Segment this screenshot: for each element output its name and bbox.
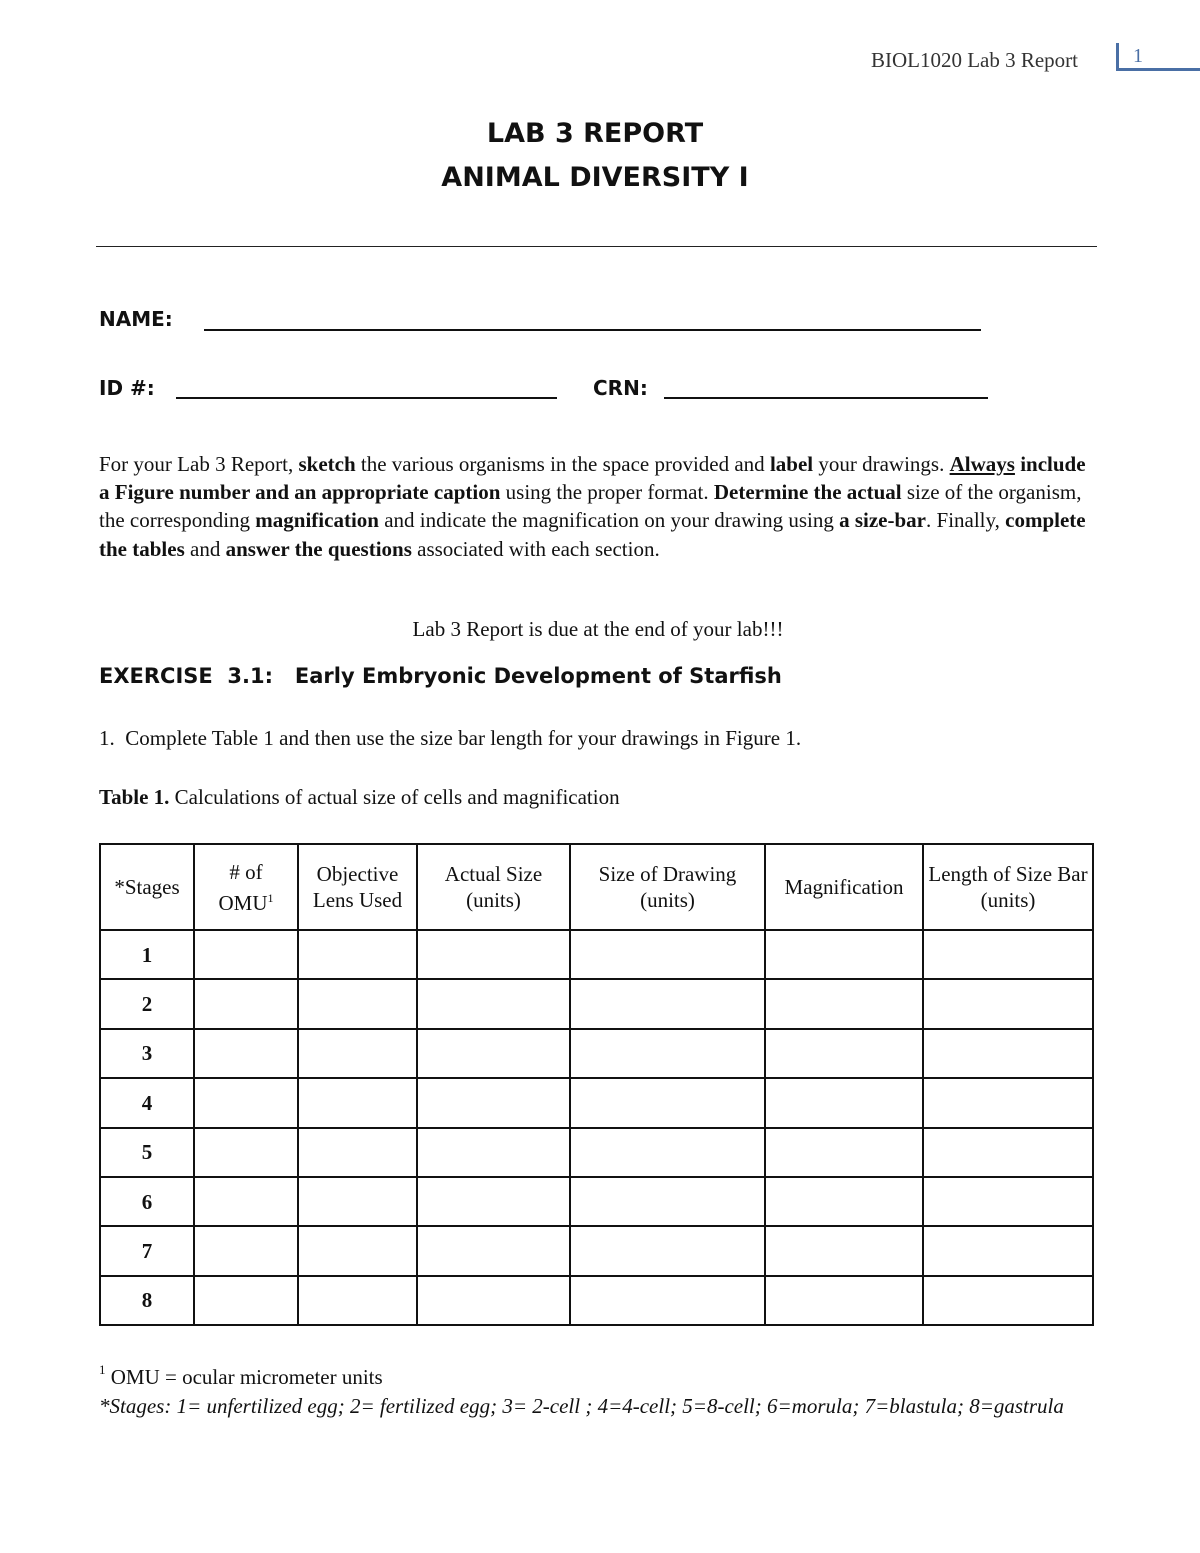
header-magnification: Magnification bbox=[765, 844, 923, 930]
due-notice: Lab 3 Report is due at the end of your lab!!! bbox=[412, 617, 784, 641]
table-row bbox=[100, 1078, 1093, 1127]
header-stages: *Stages bbox=[100, 844, 194, 930]
omu-cell[interactable] bbox=[194, 1276, 298, 1325]
objective-cell[interactable] bbox=[298, 1078, 417, 1127]
actual-size-cell[interactable] bbox=[417, 1226, 570, 1275]
page-number: 1 bbox=[1116, 43, 1200, 71]
instruction-segment: sketch bbox=[298, 452, 356, 476]
instruction-segment: complete the tables bbox=[99, 508, 1086, 561]
stage-number-cell: 8 bbox=[100, 1276, 194, 1325]
omu-footnote bbox=[99, 1364, 383, 1390]
objective-cell[interactable] bbox=[298, 930, 417, 979]
id-field[interactable] bbox=[176, 397, 557, 399]
drawing-size-cell[interactable] bbox=[570, 1226, 765, 1275]
actual-size-cell[interactable] bbox=[417, 1128, 570, 1177]
instruction-segment: . Finally, bbox=[926, 508, 1006, 533]
table-row bbox=[100, 1226, 1093, 1275]
magnification-cell[interactable] bbox=[765, 930, 923, 979]
instruction-segment: Determine the actual bbox=[713, 480, 902, 505]
footnote-marker: 1 bbox=[99, 1362, 106, 1377]
magnification-cell[interactable] bbox=[765, 1128, 923, 1177]
crn-label: CRN: bbox=[593, 376, 648, 400]
table-row bbox=[100, 1128, 1093, 1177]
instruction-segment: associated with each section. bbox=[411, 536, 660, 561]
instruction-segment: label bbox=[769, 452, 814, 476]
calculation-table bbox=[99, 843, 1094, 1326]
size-bar-cell[interactable] bbox=[923, 1226, 1093, 1275]
actual-size-cell[interactable] bbox=[417, 1029, 570, 1078]
omu-cell[interactable] bbox=[194, 1128, 298, 1177]
objective-cell[interactable] bbox=[298, 1177, 417, 1226]
omu-cell[interactable] bbox=[194, 979, 298, 1028]
report-subtitle: ANIMAL DIVERSITY I bbox=[441, 162, 749, 193]
table-row bbox=[100, 1177, 1093, 1226]
magnification-cell[interactable] bbox=[765, 1078, 923, 1127]
instruction-segment: Always bbox=[949, 452, 1015, 476]
instruction-segment: answer the questions bbox=[225, 536, 412, 561]
instruction-segment: your drawings. bbox=[813, 452, 950, 476]
magnification-cell[interactable] bbox=[765, 979, 923, 1028]
instruction-segment: include a Figure number and an appropriate caption bbox=[99, 452, 1086, 505]
actual-size-cell[interactable] bbox=[417, 979, 570, 1028]
drawing-size-cell[interactable] bbox=[570, 1029, 765, 1078]
instruction-segment: a size-bar bbox=[839, 508, 927, 533]
size-bar-cell[interactable] bbox=[923, 979, 1093, 1028]
omu-cell[interactable] bbox=[194, 1029, 298, 1078]
table-row bbox=[100, 1276, 1093, 1325]
drawing-size-cell[interactable] bbox=[570, 979, 765, 1028]
instruction-segment: the various organisms in the space provided and bbox=[355, 452, 770, 476]
size-bar-cell[interactable] bbox=[923, 1276, 1093, 1325]
header-drawing-size: Size of Drawing (units) bbox=[570, 844, 765, 930]
report-title: LAB 3 REPORT bbox=[486, 118, 704, 149]
drawing-size-cell[interactable] bbox=[570, 930, 765, 979]
stage-number-cell: 3 bbox=[100, 1029, 194, 1078]
header-actual-size: Actual Size (units) bbox=[417, 844, 570, 930]
instruction-segment: and bbox=[184, 536, 226, 561]
size-bar-cell[interactable] bbox=[923, 930, 1093, 979]
actual-size-cell[interactable] bbox=[417, 930, 570, 979]
stage-number-cell: 4 bbox=[100, 1078, 194, 1127]
magnification-cell[interactable] bbox=[765, 1276, 923, 1325]
title-divider bbox=[96, 246, 1097, 247]
omu-cell[interactable] bbox=[194, 1226, 298, 1275]
drawing-size-cell[interactable] bbox=[570, 1128, 765, 1177]
actual-size-cell[interactable] bbox=[417, 1276, 570, 1325]
header-size-bar: Length of Size Bar (units) bbox=[923, 844, 1093, 930]
table-caption bbox=[99, 785, 620, 810]
header-omu-line1: # of bbox=[229, 859, 263, 884]
size-bar-cell[interactable] bbox=[923, 1029, 1093, 1078]
objective-cell[interactable] bbox=[298, 1029, 417, 1078]
table-row bbox=[100, 930, 1093, 979]
table-caption-text: Calculations of actual size of cells and magnification bbox=[174, 785, 620, 809]
name-field[interactable] bbox=[204, 329, 981, 331]
instructions-paragraph bbox=[99, 450, 1099, 563]
objective-cell[interactable] bbox=[298, 1226, 417, 1275]
actual-size-cell[interactable] bbox=[417, 1078, 570, 1127]
instruction-segment: using the proper format. bbox=[500, 480, 714, 505]
instruction-segment: For your Lab 3 Report, bbox=[99, 452, 299, 476]
question-text: Complete Table 1 and then use the size bar length for your drawings in Figure 1. bbox=[125, 726, 802, 750]
size-bar-cell[interactable] bbox=[923, 1078, 1093, 1127]
objective-cell[interactable] bbox=[298, 979, 417, 1028]
actual-size-cell[interactable] bbox=[417, 1177, 570, 1226]
objective-cell[interactable] bbox=[298, 1276, 417, 1325]
crn-field[interactable] bbox=[664, 397, 988, 399]
instruction-segment: and indicate the magnification on your drawing using bbox=[378, 508, 840, 533]
magnification-cell[interactable] bbox=[765, 1029, 923, 1078]
stage-number-cell: 1 bbox=[100, 930, 194, 979]
omu-cell[interactable] bbox=[194, 930, 298, 979]
header-omu-sup: 1 bbox=[267, 890, 274, 905]
size-bar-cell[interactable] bbox=[923, 1177, 1093, 1226]
question-number: 1. bbox=[99, 726, 115, 750]
magnification-cell[interactable] bbox=[765, 1226, 923, 1275]
question-1 bbox=[99, 726, 801, 751]
instruction-segment: size of the organism, the corresponding bbox=[99, 480, 1082, 533]
id-label: ID #: bbox=[99, 376, 155, 400]
stage-number-cell: 7 bbox=[100, 1226, 194, 1275]
size-bar-cell[interactable] bbox=[923, 1128, 1093, 1177]
header-omu-line2: OMU bbox=[218, 890, 268, 915]
table-row bbox=[100, 1029, 1093, 1078]
table-caption-label: Table 1. bbox=[99, 785, 170, 809]
stage-number-cell: 5 bbox=[100, 1128, 194, 1177]
footnote-omu-text: OMU = ocular micrometer units bbox=[105, 1365, 383, 1389]
table-header-row bbox=[100, 844, 1093, 930]
drawing-size-cell[interactable] bbox=[570, 1276, 765, 1325]
omu-cell[interactable] bbox=[194, 1177, 298, 1226]
objective-cell[interactable] bbox=[298, 1128, 417, 1177]
exercise-heading: EXERCISE 3.1: Early Embryonic Development of Starfish bbox=[99, 664, 782, 688]
table-row bbox=[100, 979, 1093, 1028]
header-omu bbox=[194, 844, 298, 930]
running-header: BIOL1020 Lab 3 Report bbox=[870, 48, 1078, 72]
omu-cell[interactable] bbox=[194, 1078, 298, 1127]
name-label: NAME: bbox=[99, 307, 173, 331]
drawing-size-cell[interactable] bbox=[570, 1177, 765, 1226]
stage-number-cell: 2 bbox=[100, 979, 194, 1028]
drawing-size-cell[interactable] bbox=[570, 1078, 765, 1127]
stages-footnote: *Stages: 1= unfertilized egg; 2= fertilized egg; 3= 2-cell ; 4=4-cell; 5=8-cell; 6=morula; 7=blastula; 8=gastrula bbox=[99, 1394, 1064, 1418]
instruction-segment: magnification bbox=[255, 508, 379, 533]
stage-number-cell: 6 bbox=[100, 1177, 194, 1226]
header-objective: Objective Lens Used bbox=[298, 844, 417, 930]
magnification-cell[interactable] bbox=[765, 1177, 923, 1226]
